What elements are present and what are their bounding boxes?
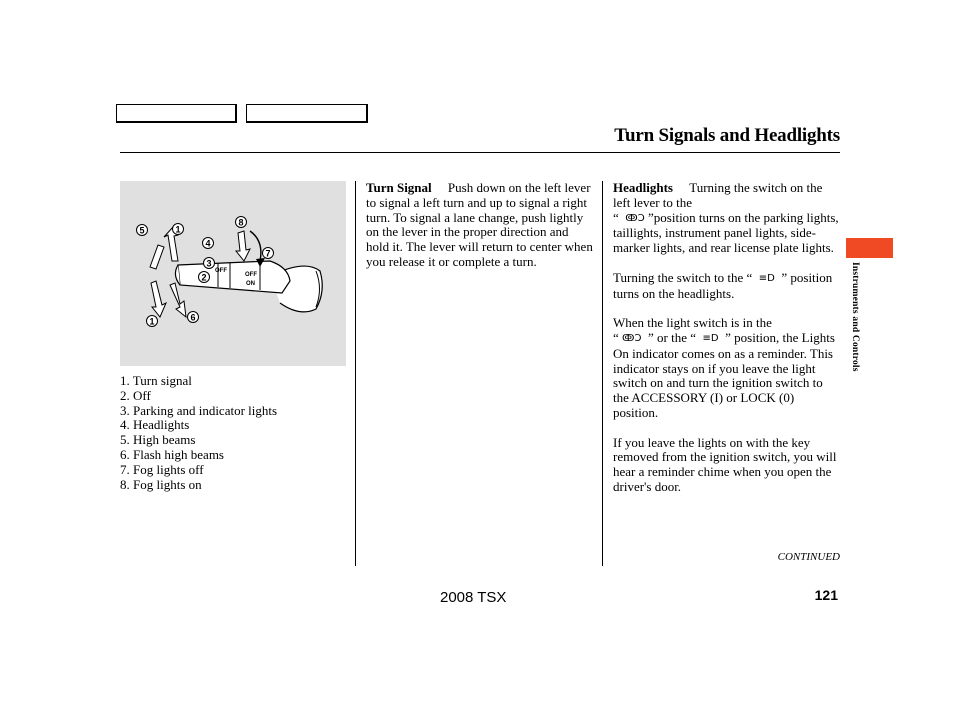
legend-item: 7. Fog lights off — [120, 461, 204, 477]
column-divider-1 — [355, 181, 356, 566]
callout-7: 7 — [265, 248, 271, 259]
legend-item: 1. Turn signal — [120, 373, 192, 388]
legend-item: 6. Flash high beams — [120, 446, 224, 462]
column-divider-2 — [602, 181, 603, 566]
title-rule — [120, 152, 840, 153]
section-tab — [846, 238, 893, 258]
nav-box-next[interactable] — [246, 104, 368, 123]
legend-list — [120, 374, 277, 492]
callout-6: 6 — [190, 312, 196, 323]
continued-label: CONTINUED — [777, 551, 840, 563]
headlights-heading: Headlights — [613, 180, 673, 195]
parking-light-icon: ↂↃ — [625, 212, 645, 224]
footer-model: 2008 TSX — [440, 589, 507, 606]
page-title: Turn Signals and Headlights — [614, 125, 840, 146]
legend-item: 2. Off — [120, 387, 151, 403]
lever-label-fog-off: OFF — [245, 272, 257, 278]
headlight-icon: ≡D — [758, 272, 775, 284]
headlight-icon: ≡D — [702, 332, 719, 344]
page-number: 121 — [814, 587, 838, 603]
lever-diagram-svg — [120, 181, 346, 366]
nav-box-back[interactable] — [116, 104, 237, 123]
turn-signal-body: Push down on the left lever to signal a left turn and up to signal a right turn. To signal a lane change, push lightly on the lever in the proper direction and hold it. The lever will return to center when you release it or complete a turn. — [366, 180, 593, 269]
callout-1-bottom: 1 — [149, 316, 155, 327]
legend-item: 5. High beams — [120, 432, 196, 448]
headlights-section: Headlights Turning the switch on the left lever to the “ ↂↃ ”position turns on the parking lights, taillights, instrument panel lights, side-marker lights, and rear license plate lights. Turning the switch to the “ ≡D ” position turns on the headlights. When the light switch is in the “ ↂↃ ” or the “ ≡D ” position, the Lights On indicator comes on as a reminder. This indicator stays on if you leave the light switch on and turn the ignition switch to the ACCESSORY (I) or LOCK (0) position. If you leave the lights on with the key removed from the ignition switch, you will hear a reminder chime when you open the driver's door. — [613, 180, 839, 494]
callout-2: 2 — [201, 272, 207, 283]
callout-8: 8 — [238, 217, 244, 228]
turn-signal-heading: Turn Signal — [366, 180, 432, 195]
reminder-paragraph: If you leave the lights on with the key removed from the ignition switch, you will hear a reminder chime when you open the driver's door. — [613, 434, 837, 494]
callout-3: 3 — [206, 258, 212, 269]
lever-illustration — [120, 181, 346, 366]
lever-label-fog-on: ON — [246, 281, 255, 287]
turn-signal-section — [366, 181, 594, 285]
callout-5: 5 — [139, 225, 145, 236]
callout-4: 4 — [205, 238, 211, 249]
legend-item: 8. Fog lights on — [120, 476, 202, 492]
lever-label-off: OFF — [215, 268, 227, 274]
callout-1-top: 1 — [175, 224, 181, 235]
legend-item: 4. Headlights — [120, 417, 190, 433]
side-section-label: Instruments and Controls — [850, 262, 860, 372]
parking-light-icon: ↂↃ — [622, 332, 642, 344]
legend-item: 3. Parking and indicator lights — [120, 402, 278, 418]
